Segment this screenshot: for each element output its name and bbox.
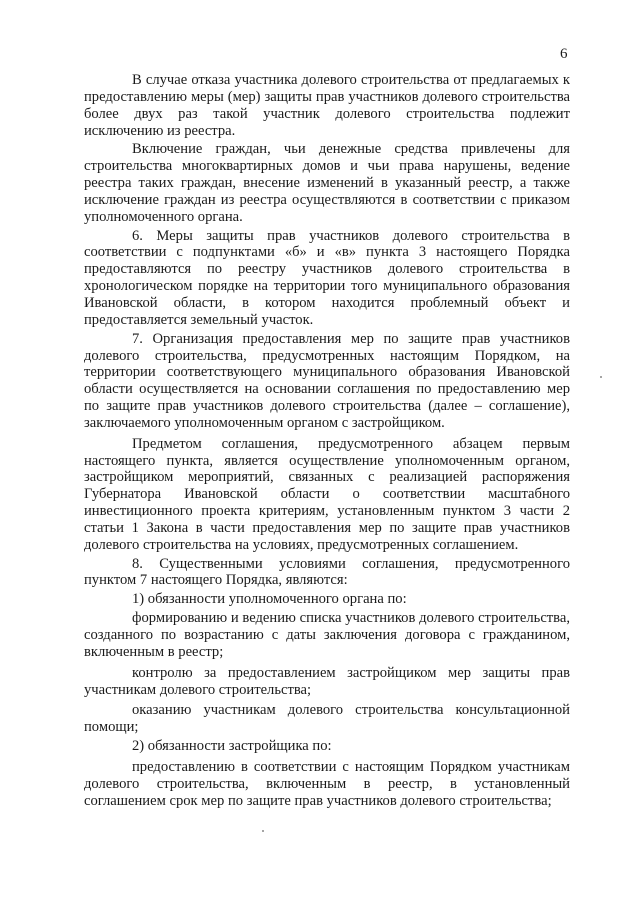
list-item-authority-obligations: 1) обязанности уполномоченного органа по:: [132, 591, 407, 608]
paragraph-clause-8: 8. Существенными условиями соглашения, предусмотренного пунктом 7 настоящего Порядка, являются:: [84, 555, 570, 589]
list-item-control: контролю за предоставлением застройщиком мер защиты прав участникам долевого строительства;: [84, 664, 570, 698]
scan-speck: [600, 376, 602, 378]
list-item-consulting: оказанию участникам долевого строительства консультационной помощи;: [84, 702, 570, 736]
paragraph-refusal-exclusion: В случае отказа участника долевого строительства от предлагаемых к предоставлению меры (мер) защиты прав участников долевого строительства более двух раз такой участник долевого строительства подлежит исключению из реестра.: [84, 72, 570, 139]
document-body: [84, 72, 570, 809]
list-item-forming-list: формированию и ведению списка участников долевого строительства, созданного по возрастанию с даты заключения договора с гражданином, включенным в реестр;: [84, 610, 570, 660]
list-item-providing-measures: предоставлению в соответствии с настоящим Порядком участникам долевого строительства, включенным в реестр, в установленный соглашением срок мер по защите прав участников долевого строительства;: [84, 758, 570, 809]
scan-speck: [262, 830, 264, 832]
list-item-developer-obligations: 2) обязанности застройщика по:: [132, 738, 332, 755]
paragraph-clause-6: 6. Меры защиты прав участников долевого строительства в соответствии с подпунктами «б» и «в» пункта 3 настоящего Порядка предоставляются по реестру участников долевого строительства в хронологическом порядке на территории того муниципального образования Ивановской области, в котором находится проблемный объект и предоставляется земельный участок.: [84, 227, 570, 328]
paragraph-registry-inclusion: Включение граждан, чьи денежные средства привлечены для строительства многоквартирных домов и чьи права нарушены, ведение реестра таких граждан, внесение изменений в указанный реестр, а также исключение граждан из реестра осуществляются в соответствии с приказом уполномоченного органа.: [84, 141, 570, 225]
paragraph-agreement-subject: Предметом соглашения, предусмотренного абзацем первым настоящего пункта, является осуществление уполномоченным органом, застройщиком мероприятий, связанных с реализацией распоряжения Губернатора Ивановской области о соответствии масштабного инвестиционного проекта критериям, установленным пунктом 3 части 2 статьи 1 Закона в части предоставления мер по защите прав участников долевого строительства на условиях, предусмотренных соглашением.: [84, 435, 570, 553]
page-number: 6: [560, 46, 568, 62]
paragraph-clause-7: 7. Организация предоставления мер по защите прав участников долевого строительства, предусмотренных настоящим Порядком, на территории соответствующего муниципального образования Ивановской области осуществляется на основании соглашения по предоставлению мер по защите прав участников долевого строительства (далее – соглашение), заключаемого уполномоченным органом с застройщиком.: [84, 330, 570, 431]
